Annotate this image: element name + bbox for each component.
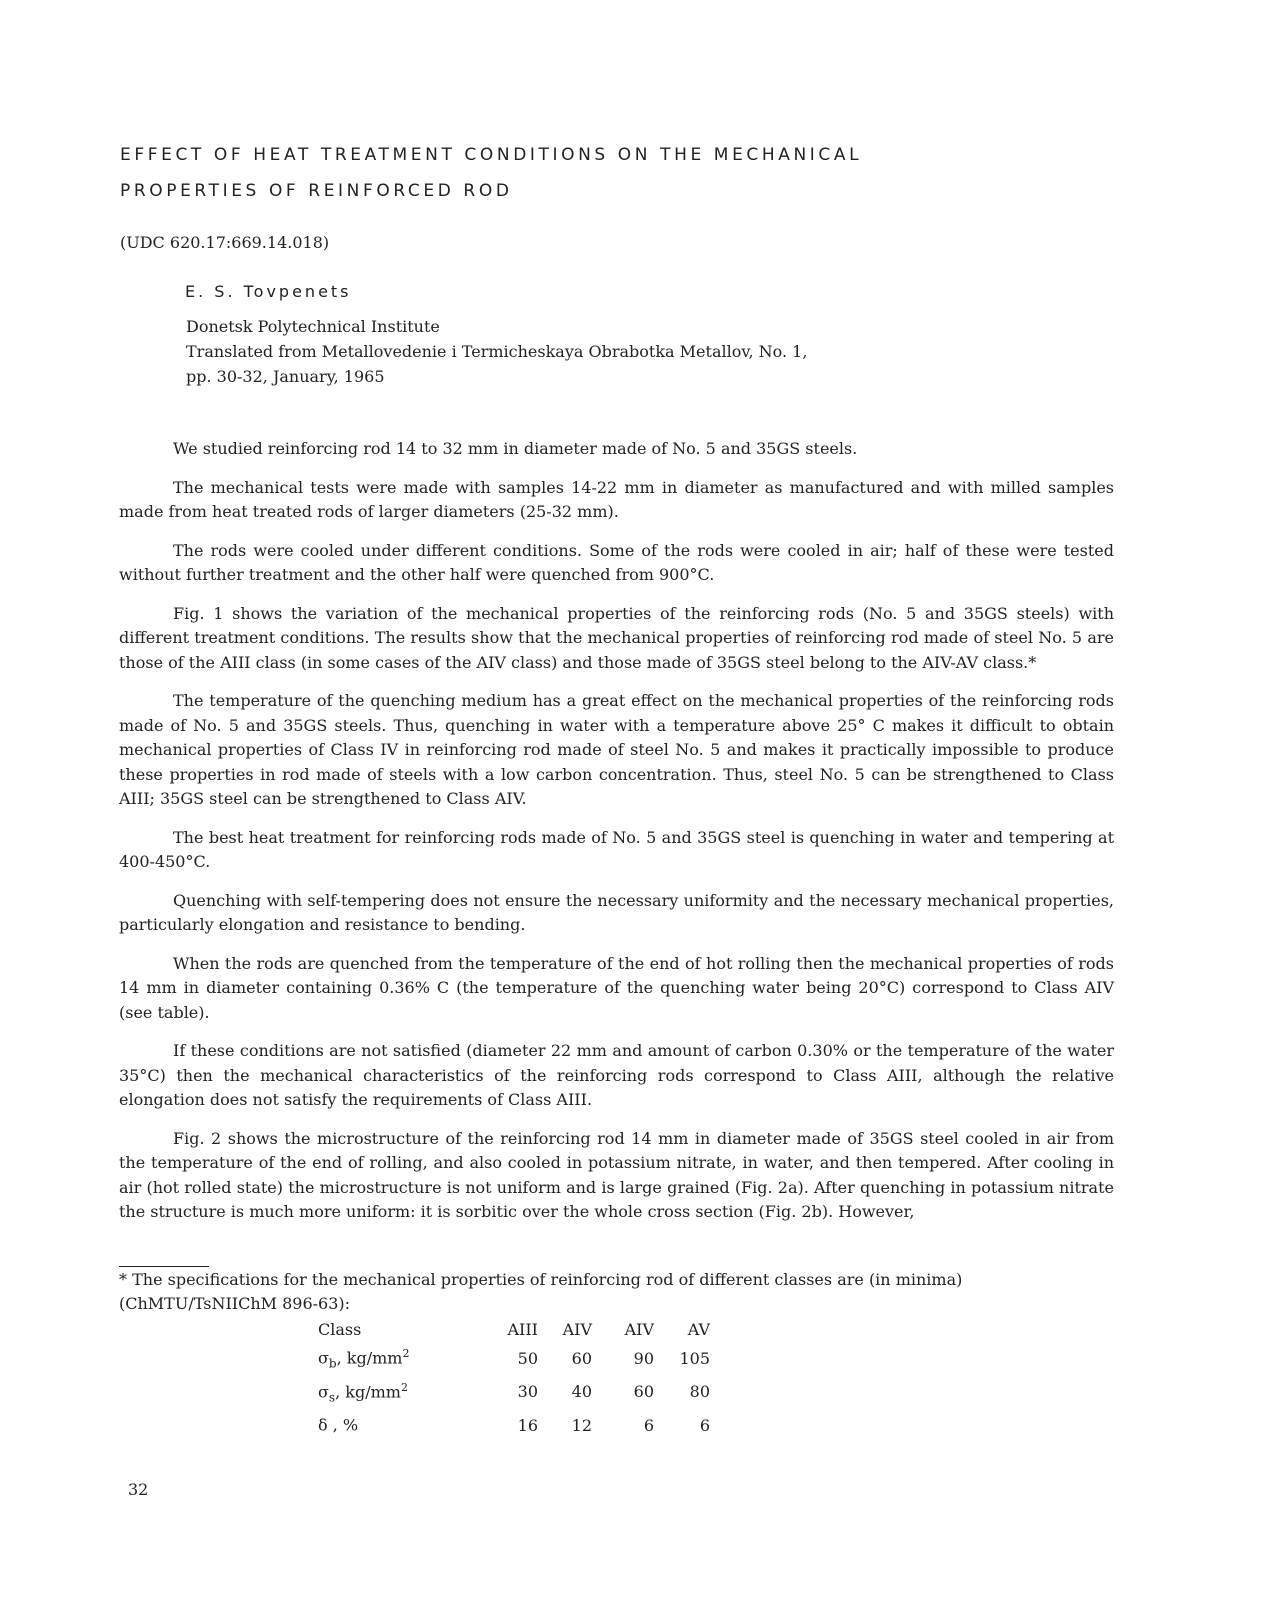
table-header-cell: AIII [507,1320,538,1339]
body-paragraph-4: Fig. 1 shows the variation of the mechanical properties of the reinforcing rods (No. 5 and 35GS steels) with different treatment conditions. The results show that the mechanical properties of reinforcing rod made of steel No. 5 are those of the AIII class (in some cases of the AIV class) and those made of 35GS steel belong to the AIV-AV class.* [119,603,1114,672]
row-subscript: s [328,1390,336,1405]
source-citation-line-2: pp. 30-32, January, 1965 [186,367,385,386]
body-paragraph-2: The mechanical tests were made with samples 14-22 mm in diameter as manufactured and with milled samples made from heat treated rods of larger diameters (25-32 mm). [119,477,1114,521]
row-unit: , kg/mm [335,1381,401,1401]
row-symbol: δ [318,1415,328,1435]
table-row [318,1376,710,1410]
table-cell: 6 [699,1415,710,1435]
row-symbol: σ [318,1381,329,1401]
body-paragraph-9: If these conditions are not satisfied (diameter 22 mm and amount of carbon 0.30% or the temperature of the water 35°C) then the mechanical characteristics of the reinforcing rods correspond to Class AIII, although the relative elongation does not satisfy the requirements of Class AIII. [119,1041,1114,1109]
body-paragraph-8: When the rods are quenched from the temperature of the end of hot rolling then the mechanical properties of rods 14 mm in diameter containing 0.36% C (the temperature of the quenching water being 20°C) correspond to Class AIV (see table). [119,953,1114,1022]
table-cell: 105 [679,1348,710,1368]
body-paragraph-6: The best heat treatment for reinforcing rods made of No. 5 and 35GS steel is quenching in water and tempering at 400-450°C. [119,827,1114,871]
table-cell: 90 [633,1348,654,1368]
institute-name: Donetsk Polytechnical Institute [186,317,440,336]
table-row [318,1342,710,1376]
body-paragraph-7: Quenching with self-tempering does not ensure the necessary uniformity and the necessary mechanical properties, particularly elongation and resistance to bending. [119,890,1114,934]
table-cell: 80 [689,1382,710,1402]
specification-table [318,1318,710,1443]
row-subscript: b [328,1356,337,1371]
footnote-text: * The specifications for the mechanical properties of reinforcing rod of different classes are (in minima) (ChMTU/TsNIIChM 896-63): [119,1270,963,1313]
table-row-label [318,1342,488,1376]
footnote-divider [119,1266,209,1267]
row-unit: , % [327,1415,359,1435]
table-cell: 30 [517,1382,538,1402]
row-superscript: 2 [400,1380,408,1394]
table-cell: 60 [571,1348,592,1368]
body-paragraph-10: Fig. 2 shows the microstructure of the reinforcing rod 14 mm in diameter made of 35GS steel cooled in air from the temperature of the end of rolling, and also cooled in potassium nitrate, in water, and then tempered. After cooling in air (hot rolled state) the microstructure is not uniform and is large grained (Fig. 2a). After quenching in potassium nitrate the structure is much more uniform: it is sorbitic over the whole cross section (Fig. 2b). However, [119,1128,1114,1221]
table-header-cell: AV [687,1320,710,1339]
page-number: 32 [128,1480,149,1499]
source-citation-line-1: Translated from Metallovedenie i Termicheskaya Obrabotka Metallov, No. 1, [186,342,808,361]
row-symbol: σ [318,1348,329,1368]
author-name: E. S. Tovpenets [185,282,352,301]
table-header-cell: Class [318,1320,362,1339]
row-superscript: 2 [402,1347,410,1360]
table-header-row [318,1318,710,1342]
table-cell: 12 [571,1415,592,1435]
body-paragraph-1: We studied reinforcing rod 14 to 32 mm in diameter made of No. 5 and 35GS steels. [173,439,858,458]
article-title-line-2: PROPERTIES OF REINFORCED ROD [120,181,513,201]
row-unit: , kg/mm [336,1348,403,1368]
table-row [318,1409,710,1443]
body-paragraph-5: The temperature of the quenching medium has a great effect on the mechanical properties of the reinforcing rods made of No. 5 and 35GS steels. Thus, quenching in water with a temperature above 25° C makes it difficult to obtain mechanical properties of Class IV in reinforcing rod made of steel No. 5 and makes it practically impossible to produce these properties in rod made of steels with a low carbon concentration. Thus, steel No. 5 can be strengthened to Class AIII; 35GS steel can be strengthened to Class AIV. [119,691,1114,808]
article-title-line-1: EFFECT OF HEAT TREATMENT CONDITIONS ON THE MECHANICAL [120,145,863,165]
table-row-label [318,1409,488,1443]
article-body [119,0,1114,1225]
table-cell: 16 [517,1415,538,1435]
table-row-label [318,1376,488,1410]
table-cell: 40 [571,1382,592,1402]
body-paragraph-3: The rods were cooled under different conditions. Some of the rods were cooled in air; half of these were tested without further treatment and the other half were quenched from 900°C. [119,540,1114,584]
table-cell: 60 [633,1382,654,1402]
table-header-cell: AIV [624,1320,654,1339]
table-cell: 6 [643,1415,654,1435]
table-header-cell: AIV [562,1320,592,1339]
table-cell: 50 [517,1348,538,1368]
udc-code: (UDC 620.17:669.14.018) [120,233,330,252]
